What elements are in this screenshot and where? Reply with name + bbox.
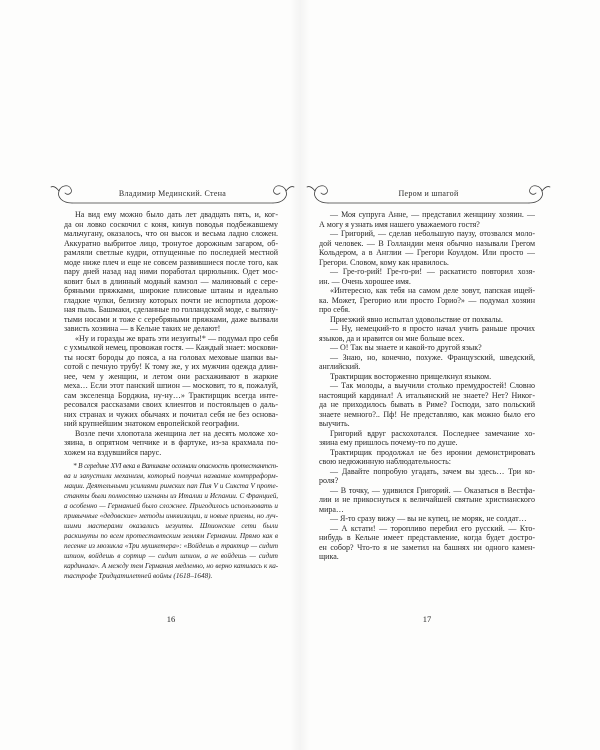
right-text-line: щика. [319, 552, 339, 561]
book-gutter [290, 0, 310, 750]
left-text-line: Аккуратно выбритое лицо, тронутое дорожным загаром, об- [64, 238, 278, 248]
left-text-paragraph [64, 334, 278, 429]
left-text-line: нее, чем у женщин, и летом они расхаживают в жаркие [64, 371, 278, 381]
left-text-line: зависть хозяина — в Кельне таких не делают! [64, 324, 221, 333]
left-text-line: На вид ему можно было дать лет двадцать пять, и, ког- [75, 210, 278, 219]
right-text-line: свою недюжинную наблюдательность: [319, 457, 451, 466]
right-text-line: английский. [319, 362, 361, 371]
left-running-head: Владимир Мединский. Стена [118, 189, 227, 198]
footnote-line: станты были полностью изгнаны из Италии и Испании. С Францией, [64, 492, 278, 500]
right-text-line: Грегори. Словом, кому как нравилось. [319, 257, 449, 267]
right-text-line: лии и не прикоснуться к величайшей святыне христианского [319, 495, 535, 504]
left-text-line: хожем на вздувшийся парус. [64, 447, 162, 457]
right-text-paragraph [319, 381, 535, 429]
right-text-paragraph [319, 467, 535, 486]
right-text-line: настоящий кардинал! А итальянский не знаете? Нет? Никог- [319, 390, 535, 400]
right-text-line: ин. — Очень хорошее имя. [319, 276, 411, 286]
right-text-line: — Моя супруга Анне, — представил женщину хозяин. — [330, 210, 535, 219]
left-text-line: моде ниже плеч и еще не совсем развившиеся после того, как [64, 257, 278, 267]
right-text-line: Приезжий явно испытал удовольствие от похвалы. [330, 314, 503, 324]
right-text-paragraph [319, 286, 535, 315]
left-text-paragraph [64, 429, 278, 458]
footnote-line: раскинуты по всем протестантским землям Германии. Прямо как в [64, 532, 278, 540]
right-text-paragraph [319, 210, 535, 229]
right-text-line: дой человек. — В Голландии меня обычно называли Грегом [319, 238, 535, 248]
right-text-line: — Я-то сразу вижу — вы не купец, не моряк, не солдат… [330, 514, 527, 523]
left-text-line: меха… Если этот панский шпион — московит, то я, пожалуй, [64, 381, 278, 390]
right-text-line: Григорий вдруг расхохотался. Последнее замечание хо- [330, 428, 535, 438]
right-text-line: Трактирщик продолжал не без иронии демонстрировать [330, 447, 535, 457]
footnote-line: ва и запустили механизм, который получил название контрреформ- [64, 472, 278, 480]
right-page-number: 17 [422, 614, 432, 624]
right-text-paragraph [319, 315, 535, 325]
right-text-line: — Гре-го-рий! Гре-го-ри! — раскатисто повторил хозя- [330, 267, 535, 276]
left-text-line: ная пыль. Башмаки, сделанные по голландской моде, с вытяну- [64, 305, 278, 314]
left-text-line: сотой с печную трубу! К тому же, у их мужчин одежда длин- [64, 362, 278, 371]
right-text-line: — Знаю, но, конечно, похуже. Французский, шведский, [330, 352, 535, 362]
right-text-paragraph [319, 372, 535, 382]
footnote-line: * В середине XVI века в Ватикане осознали опасность протестантст- [73, 462, 278, 470]
footnote-line: шими мастерами оказались иезуиты. Шпионские сети были [64, 522, 278, 530]
right-text-line: нибудь в Кельне имеет представление, когда будет достро- [319, 533, 535, 542]
footnote-line: а особенно — Германией было сложнее. Пригодилось использовать и [64, 502, 278, 510]
left-text-line: сам экселенца Борджиа, ну-ну…» Трактирщик всегда инте- [64, 390, 278, 400]
right-text-line: — Григорий, — сделав небольшую паузу, отозвался моло- [330, 229, 535, 238]
left-text-line: зяина, в опрятном чепчике и в фартуке, из-за крахмала по- [64, 438, 278, 447]
right-text-line: «Интересно, как тебя на самом деле зовут, папская ищей- [330, 286, 535, 295]
left-text-line: гладкие чулки, белизну которых почти не испортила дорож- [64, 295, 278, 305]
right-text-line: — А кстати! — торопливо перебил его русский. — Кто- [330, 523, 535, 533]
footnote-line: шпион, войдешь в сортир — сидит шпион, а не войдешь — сидит [64, 552, 278, 560]
right-page-body [319, 210, 535, 562]
right-text-line: зяина ему пришлось почему-то по душе. [319, 438, 458, 447]
footnote-line: тастрофе Тридцатилетней войны (1618–1648). [64, 572, 213, 580]
right-text-line: А могу я узнать имя нашего уважаемого гостя? [319, 219, 480, 229]
footnote-paragraph [64, 461, 278, 581]
right-text-line: Трактирщик восторженно прищелкнул языком. [330, 371, 492, 381]
right-text-paragraph [319, 524, 535, 562]
left-text-line: мальчугану, оказалось, что он высок и весьма ладно сложен. [64, 229, 278, 238]
right-text-line: про себя. [319, 305, 351, 314]
left-text-paragraph [64, 210, 278, 334]
right-text-line: выучить. [319, 419, 350, 428]
right-text-line: — О! Так вы знаете и какой-то другой язык? [330, 343, 482, 352]
right-text-line: — Давайте попробую угадать, зачем вы здесь… Три ко- [330, 466, 535, 476]
left-text-line: бряными пряжками, широкие плисовые штаны и идеально [64, 286, 278, 295]
footnote-line: песенке из мюзикла «Три мушкетера»: «Войдешь в трактир — сидит [64, 542, 278, 550]
left-text-line: ресовался рассказами своих клиентов и постояльцев о даль- [64, 400, 278, 409]
right-text-line: роля? [319, 476, 339, 485]
right-text-paragraph [319, 324, 535, 343]
right-text-line: языков, да и нравится он мне больше всех. [319, 333, 465, 343]
left-text-line: ты носят бороды до пояса, а на головах меховые шапки вы- [64, 352, 278, 362]
left-text-line: них странах и чужих обычаях и почитал себя не без основа- [64, 409, 278, 419]
left-text-line: «Ну и горазды же врать эти иезуиты!* — подумал про себя [75, 333, 278, 343]
right-text-paragraph [319, 267, 535, 286]
right-text-line: ка. Может, Грегорио или просто Горио?» — подумал хозяин [319, 295, 535, 305]
footnote-line: привычные «дедовские» методы инквизиции, и новые приемы, но луч- [64, 512, 278, 520]
right-text-paragraph [319, 429, 535, 448]
right-text-line: знаете немного?.. Пф! Не представляю, как можно было его [319, 409, 535, 419]
left-page-footnote [64, 461, 278, 581]
left-text-line: да он ловко соскочил с коня, кинув поводья подбежавшему [64, 219, 278, 229]
left-text-line: пару дней назад над ними поработал цирюльник. Одет мос- [64, 267, 278, 276]
right-text-line: ен собор? Что-то я не заметил на башнях ни одного камен- [319, 542, 535, 552]
right-text-line: мира… [319, 504, 344, 514]
footnote-line: мации. Деятельными усилиями римских пап Пия V и Сикста V проте- [64, 482, 278, 490]
right-text-paragraph [319, 353, 535, 372]
right-text-line: да не приходилось бывать в Риме? Господи, зато польский [319, 400, 535, 409]
right-text-paragraph [319, 229, 535, 267]
right-running-head: Пером и шпагой [398, 189, 459, 198]
left-text-line: рамляли светлые кудри, отпущенные по последней местной [64, 248, 278, 257]
left-text-line: ний крупнейшим знатоком европейской географии. [64, 419, 240, 428]
footnote-line: кардинала». А между тем Германия медленно, но верно катилась к ка- [64, 562, 278, 570]
left-text-line: Возле печи хлопотала женщина лет на десять моложе хо- [75, 428, 278, 438]
right-text-line: Кольдером, а в Англии — Грегори Коулдом. Или просто — [319, 248, 535, 257]
right-text-line: — Ну, немецкий-то я просто начал учить раньше прочих [330, 324, 535, 333]
right-text-paragraph [319, 448, 535, 467]
right-text-line: — Так молоды, а выучили столько премудростей! Словно [330, 381, 535, 390]
right-text-paragraph [319, 514, 535, 524]
right-text-paragraph [319, 343, 535, 353]
left-text-line: с ухмылкой немец, провожая гостя. — Каждый знает: москови- [64, 343, 278, 352]
left-page-body [64, 210, 278, 457]
right-text-paragraph [319, 486, 535, 515]
left-text-line: тыми носами и тоже с серебряными пряжками, даже вызвали [64, 314, 278, 324]
right-text-line: — В точку, — удивился Григорий. — Оказаться в Вестфа- [330, 485, 535, 495]
left-text-line: ковит был в длинный модный камзол — малиновый с сере- [64, 276, 278, 286]
left-page-number: 16 [166, 614, 176, 624]
